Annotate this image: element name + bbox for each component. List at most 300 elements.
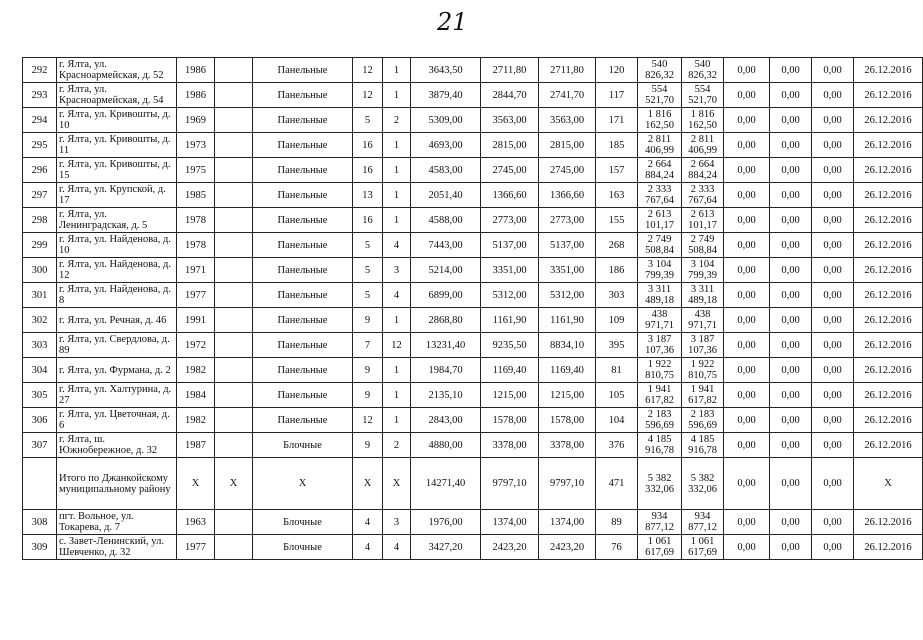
repair-year-cell <box>215 58 253 83</box>
year-built-cell: 1991 <box>177 308 215 333</box>
cost-cell <box>638 308 682 333</box>
cost-limit-cell <box>682 535 724 560</box>
cost-line-thousands: 3 311 <box>647 284 672 295</box>
cost-line-rest: 332,06 <box>688 483 717 495</box>
entrances-cell: 4 <box>383 535 411 560</box>
living-area-cell: 2423,20 <box>481 535 539 560</box>
residents-cell: 185 <box>596 133 638 158</box>
living-area-cell: 1578,00 <box>481 408 539 433</box>
fund-a-cell: 0,00 <box>724 233 770 258</box>
date-cell: 26.12.2016 <box>854 408 923 433</box>
cost-line-rest: 101,17 <box>688 220 717 231</box>
living-area-cell: 3378,00 <box>481 433 539 458</box>
residents-cell: 186 <box>596 258 638 283</box>
residents-cell: 104 <box>596 408 638 433</box>
fund-b-cell: 0,00 <box>770 133 812 158</box>
cost-line-thousands: 3 187 <box>690 334 715 345</box>
cost-limit-cell <box>682 358 724 383</box>
cost-line-rest: 162,50 <box>688 120 717 131</box>
cost-line-rest: 826,32 <box>645 70 674 81</box>
year-built-cell: 1978 <box>177 233 215 258</box>
cost-line-thousands: 1 061 <box>690 536 715 547</box>
address-cell: с. Завет-Ленинский, ул. Шевченко, д. 32 <box>57 535 177 560</box>
fund-a-cell: 0,00 <box>724 510 770 535</box>
housing-register-table <box>22 57 923 560</box>
row-number: 309 <box>23 535 57 560</box>
repair-year-cell <box>215 283 253 308</box>
cost-line-rest: 489,18 <box>688 295 717 306</box>
repair-year-cell <box>215 183 253 208</box>
entrances-cell: 12 <box>383 333 411 358</box>
fund-b-cell: 0,00 <box>770 233 812 258</box>
residential-area-cell: 2773,00 <box>539 208 596 233</box>
total-area-cell: 14271,40 <box>411 458 481 510</box>
wall-material-cell: Панельные <box>253 258 353 283</box>
cost-cell <box>638 183 682 208</box>
residents-cell: 303 <box>596 283 638 308</box>
repair-year-cell <box>215 108 253 133</box>
total-area-cell: 2843,00 <box>411 408 481 433</box>
repair-year-cell: X <box>215 458 253 510</box>
cost-cell <box>638 133 682 158</box>
row-number: 302 <box>23 308 57 333</box>
wall-material-cell: X <box>253 458 353 510</box>
entrances-cell: 4 <box>383 233 411 258</box>
floors-cell: 9 <box>353 433 383 458</box>
fund-c-cell: 0,00 <box>812 283 854 308</box>
address-cell: г. Ялта, ул. Крупской, д. 17 <box>57 183 177 208</box>
cost-line-rest: 162,50 <box>645 120 674 131</box>
wall-material-cell: Панельные <box>253 408 353 433</box>
date-cell: 26.12.2016 <box>854 208 923 233</box>
date-cell: 26.12.2016 <box>854 183 923 208</box>
residents-cell: 109 <box>596 308 638 333</box>
repair-year-cell <box>215 208 253 233</box>
fund-a-cell: 0,00 <box>724 133 770 158</box>
cost-line-thousands: 438 <box>694 309 711 320</box>
fund-a-cell: 0,00 <box>724 433 770 458</box>
fund-a-cell: 0,00 <box>724 83 770 108</box>
row-number: 307 <box>23 433 57 458</box>
cost-cell <box>638 258 682 283</box>
fund-a-cell: 0,00 <box>724 58 770 83</box>
cost-line-rest: 826,32 <box>688 70 717 81</box>
year-built-cell: 1963 <box>177 510 215 535</box>
address-cell: г. Ялта, ул. Ленинградская, д. 5 <box>57 208 177 233</box>
cost-cell <box>638 433 682 458</box>
repair-year-cell <box>215 383 253 408</box>
table-row <box>23 283 923 308</box>
floors-cell: 7 <box>353 333 383 358</box>
cost-line-rest: 877,12 <box>645 522 674 533</box>
cost-cell <box>638 333 682 358</box>
wall-material-cell: Панельные <box>253 283 353 308</box>
cost-line-thousands: 1 816 <box>690 109 715 120</box>
cost-limit-cell <box>682 158 724 183</box>
floors-cell: 13 <box>353 183 383 208</box>
fund-b-cell: 0,00 <box>770 283 812 308</box>
entrances-cell: 1 <box>383 133 411 158</box>
address-cell: г. Ялта, ул. Найденова, д. 10 <box>57 233 177 258</box>
date-cell: 26.12.2016 <box>854 83 923 108</box>
total-area-cell: 5214,00 <box>411 258 481 283</box>
total-area-cell: 1976,00 <box>411 510 481 535</box>
address-cell: г. Ялта, ул. Найденова, д. 8 <box>57 283 177 308</box>
year-built-cell: 1986 <box>177 83 215 108</box>
residents-cell: 155 <box>596 208 638 233</box>
table-row <box>23 133 923 158</box>
floors-cell: 16 <box>353 208 383 233</box>
cost-line-thousands: 540 <box>694 59 711 70</box>
cost-line-thousands: 1 941 <box>690 384 715 395</box>
fund-a-cell: 0,00 <box>724 383 770 408</box>
cost-limit-cell <box>682 383 724 408</box>
repair-year-cell <box>215 358 253 383</box>
cost-limit-cell <box>682 333 724 358</box>
cost-limit-cell <box>682 208 724 233</box>
total-area-cell: 4880,00 <box>411 433 481 458</box>
fund-c-cell: 0,00 <box>812 458 854 510</box>
cost-line-thousands: 934 <box>694 511 711 522</box>
entrances-cell: 1 <box>383 183 411 208</box>
cost-line-rest: 489,18 <box>645 295 674 306</box>
residential-area-cell: 1161,90 <box>539 308 596 333</box>
cost-line-thousands: 2 333 <box>647 184 672 195</box>
cost-line-rest: 916,78 <box>688 445 717 456</box>
wall-material-cell: Панельные <box>253 333 353 358</box>
page-number: 21 <box>437 8 468 36</box>
fund-b-cell: 0,00 <box>770 383 812 408</box>
fund-a-cell: 0,00 <box>724 308 770 333</box>
living-area-cell: 9797,10 <box>481 458 539 510</box>
cost-line-rest: 508,84 <box>688 245 717 256</box>
fund-c-cell: 0,00 <box>812 58 854 83</box>
entrances-cell: 1 <box>383 208 411 233</box>
cost-line-thousands: 2 664 <box>690 159 715 170</box>
year-built-cell: 1969 <box>177 108 215 133</box>
repair-year-cell <box>215 535 253 560</box>
residential-area-cell: 8834,10 <box>539 333 596 358</box>
cost-line-rest: 767,64 <box>645 195 674 206</box>
cost-line-rest: 971,71 <box>645 320 674 331</box>
cost-line-thousands: 5 382 <box>690 472 715 484</box>
residents-cell: 120 <box>596 58 638 83</box>
total-area-cell: 2135,10 <box>411 383 481 408</box>
cost-line-thousands: 1 922 <box>690 359 715 370</box>
residents-cell: 157 <box>596 158 638 183</box>
fund-b-cell: 0,00 <box>770 58 812 83</box>
row-number: 296 <box>23 158 57 183</box>
entrances-cell: 1 <box>383 158 411 183</box>
address-cell: г. Ялта, ул. Свердлова, д. 89 <box>57 333 177 358</box>
year-built-cell: 1986 <box>177 58 215 83</box>
address-cell: г. Ялта, ул. Кривошты, д. 11 <box>57 133 177 158</box>
row-number: 299 <box>23 233 57 258</box>
year-built-cell: X <box>177 458 215 510</box>
fund-c-cell: 0,00 <box>812 208 854 233</box>
address-cell: г. Ялта, ул. Халтурина, д. 27 <box>57 383 177 408</box>
cost-line-thousands: 4 185 <box>647 434 672 445</box>
living-area-cell: 1374,00 <box>481 510 539 535</box>
total-area-cell: 2868,80 <box>411 308 481 333</box>
row-number: 304 <box>23 358 57 383</box>
floors-cell: 16 <box>353 158 383 183</box>
cost-cell <box>638 83 682 108</box>
row-number: 293 <box>23 83 57 108</box>
residential-area-cell: 1215,00 <box>539 383 596 408</box>
table-row <box>23 510 923 535</box>
living-area-cell: 9235,50 <box>481 333 539 358</box>
entrances-cell: 3 <box>383 258 411 283</box>
living-area-cell: 2844,70 <box>481 83 539 108</box>
table-row <box>23 83 923 108</box>
row-number: 298 <box>23 208 57 233</box>
address-cell: Итого по Джанкойскому муниципальному району <box>57 458 177 510</box>
living-area-cell: 2773,00 <box>481 208 539 233</box>
date-cell: X <box>854 458 923 510</box>
fund-b-cell: 0,00 <box>770 358 812 383</box>
address-cell: г. Ялта, ул. Цветочная, д. 6 <box>57 408 177 433</box>
fund-c-cell: 0,00 <box>812 83 854 108</box>
address-cell: г. Ялта, ул. Кривошты, д. 15 <box>57 158 177 183</box>
year-built-cell: 1977 <box>177 283 215 308</box>
fund-a-cell: 0,00 <box>724 258 770 283</box>
living-area-cell: 2711,80 <box>481 58 539 83</box>
residents-cell: 471 <box>596 458 638 510</box>
entrances-cell: 2 <box>383 433 411 458</box>
living-area-cell: 3351,00 <box>481 258 539 283</box>
repair-year-cell <box>215 333 253 358</box>
residential-area-cell: 5312,00 <box>539 283 596 308</box>
entrances-cell: 3 <box>383 510 411 535</box>
cost-line-thousands: 2 811 <box>690 134 715 145</box>
cost-limit-cell <box>682 308 724 333</box>
living-area-cell: 2815,00 <box>481 133 539 158</box>
cost-line-rest: 332,06 <box>645 483 674 495</box>
cost-line-rest: 406,99 <box>645 145 674 156</box>
fund-a-cell: 0,00 <box>724 333 770 358</box>
cost-limit-cell <box>682 233 724 258</box>
residents-cell: 163 <box>596 183 638 208</box>
living-area-cell: 1215,00 <box>481 383 539 408</box>
fund-b-cell: 0,00 <box>770 108 812 133</box>
row-number: 305 <box>23 383 57 408</box>
repair-year-cell <box>215 308 253 333</box>
fund-b-cell: 0,00 <box>770 183 812 208</box>
repair-year-cell <box>215 408 253 433</box>
cost-line-thousands: 1 061 <box>647 536 672 547</box>
table-row <box>23 535 923 560</box>
cost-line-rest: 406,99 <box>688 145 717 156</box>
floors-cell: 5 <box>353 258 383 283</box>
year-built-cell: 1987 <box>177 433 215 458</box>
fund-a-cell: 0,00 <box>724 108 770 133</box>
entrances-cell: X <box>383 458 411 510</box>
year-built-cell: 1972 <box>177 333 215 358</box>
total-area-cell: 5309,00 <box>411 108 481 133</box>
total-area-cell: 1984,70 <box>411 358 481 383</box>
cost-line-thousands: 2 749 <box>690 234 715 245</box>
wall-material-cell: Панельные <box>253 358 353 383</box>
cost-line-rest: 877,12 <box>688 522 717 533</box>
year-built-cell: 1985 <box>177 183 215 208</box>
living-area-cell: 5312,00 <box>481 283 539 308</box>
table-row <box>23 183 923 208</box>
cost-cell <box>638 358 682 383</box>
floors-cell: 4 <box>353 510 383 535</box>
total-area-cell: 4583,00 <box>411 158 481 183</box>
row-number: 292 <box>23 58 57 83</box>
fund-c-cell: 0,00 <box>812 333 854 358</box>
cost-limit-cell <box>682 458 724 510</box>
row-number: 301 <box>23 283 57 308</box>
year-built-cell: 1978 <box>177 208 215 233</box>
residents-cell: 105 <box>596 383 638 408</box>
cost-line-rest: 884,24 <box>645 170 674 181</box>
table-row <box>23 58 923 83</box>
date-cell: 26.12.2016 <box>854 233 923 258</box>
floors-cell: X <box>353 458 383 510</box>
cost-line-thousands: 2 613 <box>690 209 715 220</box>
fund-c-cell: 0,00 <box>812 158 854 183</box>
row-number: 308 <box>23 510 57 535</box>
living-area-cell: 5137,00 <box>481 233 539 258</box>
date-cell: 26.12.2016 <box>854 283 923 308</box>
cost-limit-cell <box>682 83 724 108</box>
residential-area-cell: 3351,00 <box>539 258 596 283</box>
living-area-cell: 3563,00 <box>481 108 539 133</box>
year-built-cell: 1982 <box>177 408 215 433</box>
residents-cell: 395 <box>596 333 638 358</box>
wall-material-cell: Панельные <box>253 233 353 258</box>
fund-a-cell: 0,00 <box>724 458 770 510</box>
total-area-cell: 6899,00 <box>411 283 481 308</box>
floors-cell: 16 <box>353 133 383 158</box>
fund-c-cell: 0,00 <box>812 408 854 433</box>
fund-a-cell: 0,00 <box>724 535 770 560</box>
date-cell: 26.12.2016 <box>854 158 923 183</box>
cost-limit-cell <box>682 283 724 308</box>
fund-c-cell: 0,00 <box>812 133 854 158</box>
cost-cell <box>638 283 682 308</box>
living-area-cell: 1161,90 <box>481 308 539 333</box>
cost-line-thousands: 2 811 <box>647 134 672 145</box>
entrances-cell: 1 <box>383 358 411 383</box>
cost-line-thousands: 2 183 <box>690 409 715 420</box>
living-area-cell: 2745,00 <box>481 158 539 183</box>
living-area-cell: 1366,60 <box>481 183 539 208</box>
floors-cell: 12 <box>353 83 383 108</box>
cost-line-thousands: 2 749 <box>647 234 672 245</box>
fund-a-cell: 0,00 <box>724 158 770 183</box>
cost-limit-cell <box>682 408 724 433</box>
row-number: 306 <box>23 408 57 433</box>
cost-limit-cell <box>682 510 724 535</box>
fund-c-cell: 0,00 <box>812 233 854 258</box>
total-area-cell: 3427,20 <box>411 535 481 560</box>
floors-cell: 9 <box>353 308 383 333</box>
residential-area-cell: 1374,00 <box>539 510 596 535</box>
cost-limit-cell <box>682 108 724 133</box>
residential-area-cell: 2745,00 <box>539 158 596 183</box>
cost-line-rest: 617,69 <box>688 547 717 558</box>
cost-line-rest: 810,75 <box>688 370 717 381</box>
residential-area-cell: 1578,00 <box>539 408 596 433</box>
wall-material-cell: Блочные <box>253 510 353 535</box>
cost-limit-cell <box>682 183 724 208</box>
date-cell: 26.12.2016 <box>854 258 923 283</box>
wall-material-cell: Блочные <box>253 433 353 458</box>
residents-cell: 89 <box>596 510 638 535</box>
table-row <box>23 233 923 258</box>
cost-line-rest: 521,70 <box>688 95 717 106</box>
residents-cell: 81 <box>596 358 638 383</box>
address-cell: г. Ялта, ш. Южнобережное, д. 32 <box>57 433 177 458</box>
residential-area-cell: 2815,00 <box>539 133 596 158</box>
cost-line-thousands: 1 922 <box>647 359 672 370</box>
fund-b-cell: 0,00 <box>770 308 812 333</box>
residential-area-cell: 2423,20 <box>539 535 596 560</box>
cost-limit-cell <box>682 258 724 283</box>
floors-cell: 12 <box>353 58 383 83</box>
cost-cell <box>638 408 682 433</box>
floors-cell: 5 <box>353 233 383 258</box>
residents-cell: 117 <box>596 83 638 108</box>
cost-line-rest: 971,71 <box>688 320 717 331</box>
date-cell: 26.12.2016 <box>854 433 923 458</box>
table-row <box>23 258 923 283</box>
residential-area-cell: 9797,10 <box>539 458 596 510</box>
fund-c-cell: 0,00 <box>812 535 854 560</box>
address-cell: г. Ялта, ул. Красноармейская, д. 54 <box>57 83 177 108</box>
address-cell: г. Ялта, ул. Речная, д. 46 <box>57 308 177 333</box>
cost-line-rest: 596,69 <box>645 420 674 431</box>
living-area-cell: 1169,40 <box>481 358 539 383</box>
cost-line-thousands: 934 <box>651 511 668 522</box>
table-row <box>23 358 923 383</box>
row-number: 295 <box>23 133 57 158</box>
cost-limit-cell <box>682 433 724 458</box>
fund-b-cell: 0,00 <box>770 408 812 433</box>
residential-area-cell: 2741,70 <box>539 83 596 108</box>
residential-area-cell: 1169,40 <box>539 358 596 383</box>
table-row <box>23 158 923 183</box>
entrances-cell: 2 <box>383 108 411 133</box>
total-area-cell: 7443,00 <box>411 233 481 258</box>
floors-cell: 5 <box>353 283 383 308</box>
fund-c-cell: 0,00 <box>812 183 854 208</box>
cost-line-thousands: 5 382 <box>647 472 672 484</box>
floors-cell: 5 <box>353 108 383 133</box>
fund-b-cell: 0,00 <box>770 83 812 108</box>
fund-b-cell: 0,00 <box>770 208 812 233</box>
repair-year-cell <box>215 158 253 183</box>
cost-line-rest: 617,69 <box>645 547 674 558</box>
fund-b-cell: 0,00 <box>770 433 812 458</box>
wall-material-cell: Панельные <box>253 158 353 183</box>
residents-cell: 268 <box>596 233 638 258</box>
wall-material-cell: Панельные <box>253 208 353 233</box>
cost-cell <box>638 158 682 183</box>
year-built-cell: 1973 <box>177 133 215 158</box>
cost-line-rest: 101,17 <box>645 220 674 231</box>
date-cell: 26.12.2016 <box>854 510 923 535</box>
date-cell: 26.12.2016 <box>854 108 923 133</box>
fund-b-cell: 0,00 <box>770 510 812 535</box>
date-cell: 26.12.2016 <box>854 535 923 560</box>
cost-cell <box>638 458 682 510</box>
fund-b-cell: 0,00 <box>770 158 812 183</box>
